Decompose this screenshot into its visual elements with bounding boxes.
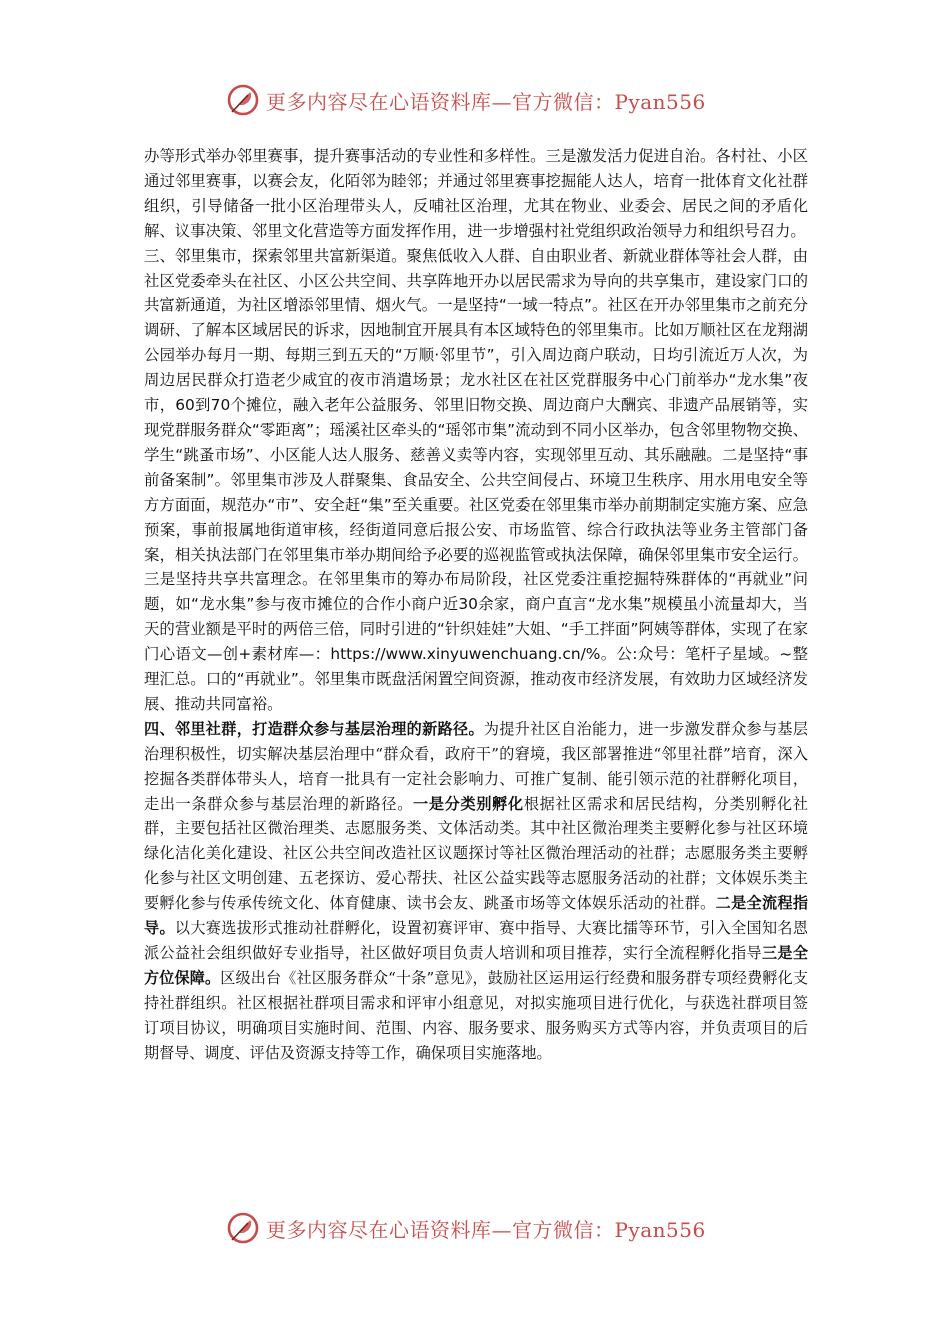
point-three-text: 区级出台《社区服务群众“十条”意见》，鼓励社区运用运行经费和服务群专项经费孵化支持社群组织。社区根据社群项目需求和评审小组意见，对拟实施项目进行优化，与获选社群项目签订项目协议，明确项目实施时间、范围、内容、服务要求、服务购买方式等内容，并负责项目的后期督导、调度、评估及资源支持等工作，确保项目实施落地。 xyxy=(144,968,808,1062)
point-one-heading: 一是分类别孵化 xyxy=(413,794,524,813)
section-serif xyxy=(144,717,808,1066)
feather-logo-icon xyxy=(226,83,260,117)
footer-banner-text: 更多内容尽在心语资料库—官方微信：Pyan556 xyxy=(266,1217,706,1242)
paragraph-section-four xyxy=(144,717,808,1066)
header-banner-text: 更多内容尽在心语资料库—官方微信：Pyan556 xyxy=(266,89,706,114)
feather-logo-icon xyxy=(226,1211,260,1245)
section-four-intro: 为提升社区自治能力，进一步激发群众参与基层治理积极性，切实解决基层治理中“群众看，政府干”的窘境，我区部署推进“邻里社群”培育，深入挖掘各类群体带头人，培育一批具有一定社会影响力、可推广复制、能引领示范的社群孵化项目，走出一条群众参与基层治理的新路径。 xyxy=(144,719,808,813)
section-sans xyxy=(144,144,808,717)
document-body xyxy=(144,144,808,1066)
point-two-text: 以大赛选拔形式推动社群孵化，设置初赛评审、赛中指导、大赛比擂等环节，引入全国知名恩派公益社会组织做好专业指导，社区做好项目负责人培训和项目推荐，实行全流程孵化指导 xyxy=(144,919,808,962)
paragraph-section-three: 三、邻里集市，探索邻里共富新渠道。聚焦低收入人群、自由职业者、新就业群体等社会人群，由社区党委牵头在社区、小区公共空间、共享阵地开办以居民需求为导向的共享集市，建设家门口的共富新通道，为社区增添邻里情、烟火气。一是坚持“一域一特点”。社区在开办邻里集市之前充分调研、了解本区域居民的诉求，因地制宜开展具有本区域特色的邻里集市。比如万顺社区在龙翔湖公园举办每月一期、每期三到五天的“万顺·邻里节”，引入周边商户联动，日均引流近万人次，为周边居民群众打造老少咸宜的夜市消遣场景；龙水社区在社区党群服务中心门前举办“龙水集”夜市，60到70个摊位，融入老年公益服务、邻里旧物交换、周边商户大酬宾、非遗产品展销等，实现党群服务群众“零距离”；瑶溪社区牵头的“瑶邻市集”流动到不同小区举办，包含邻里物物交换、学生“跳蚤市场”、小区能人达人服务、慈善义卖等内容，实现邻里互动、其乐融融。二是坚持“事前备案制”。邻里集市涉及人群聚集、食品安全、公共空间侵占、环境卫生秩序、用水用电安全等方方面面，规范办“市”、安全赶“集”至关重要。社区党委在邻里集市举办前期制定实施方案、应急预案，事前报属地街道审核，经街道同意后报公安、市场监管、综合行政执法等业务主管部门备案，相关执法部门在邻里集市举办期间给予必要的巡视监管或执法保障，确保邻里集市安全运行。三是坚持共享共富理念。在邻里集市的筹办布局阶段，社区党委注重挖掘特殊群体的“再就业”问题，如“龙水集”参与夜市摊位的合作小商户近30余家，商户直言“龙水集”规模虽小流量却大，当天的营业额是平时的两倍三倍，同时引进的“针织娃娃”大姐、“手工拌面”阿姨等群体，实现了在家门心语文—创+素材库—：https://www.xinyuwenchuang.cn/%。公:众号：笔杆子星域。~整理汇总。口的“再就业”。邻里集市既盘活闲置空间资源，推动夜市经济发展，有效助力区域经济发展、推动共同富裕。 xyxy=(144,246,808,713)
point-one-text: 根据社区需求和居民结构，分类别孵化社群，主要包括社区微治理类、志愿服务类、文体活动类。其中社区微治理类主要孵化参与社区环境绿化洁化美化建设、社区公共空间改造社区议题探讨等社区微治理活动的社群；志愿服务类主要孵化参与社区文明创建、五老探访、爱心帮扶、社区公益实践等志愿服务活动的社群；文体娱乐类主要孵化参与传承传统文化、体育健康、读书会友、跳蚤市场等文体娱乐活动的社群。 xyxy=(144,794,808,913)
header-banner xyxy=(226,80,706,120)
point-three-heading: 三是全方位保障。 xyxy=(144,944,808,987)
footer-banner xyxy=(226,1208,706,1248)
section-four-heading: 四、邻里社群，打造群众参与基层治理的新路径。 xyxy=(144,719,484,738)
point-two-heading: 二是全流程指导。 xyxy=(144,894,808,938)
paragraph-continuation: 办等形式举办邻里赛事，提升赛事活动的专业性和多样性。三是激发活力促进自治。各村社、小区通过邻里赛事，以赛会友，化陌邻为睦邻；并通过邻里赛事挖掘能人达人，培育一批体育文化社群组织，引导储备一批小区治理带头人，反哺社区治理，尤其在物业、业委会、居民之间的矛盾化解、议事决策、邻里文化营造等方面发挥作用，进一步增强村社党组织政治领导力和组织号召力。 xyxy=(144,147,808,240)
